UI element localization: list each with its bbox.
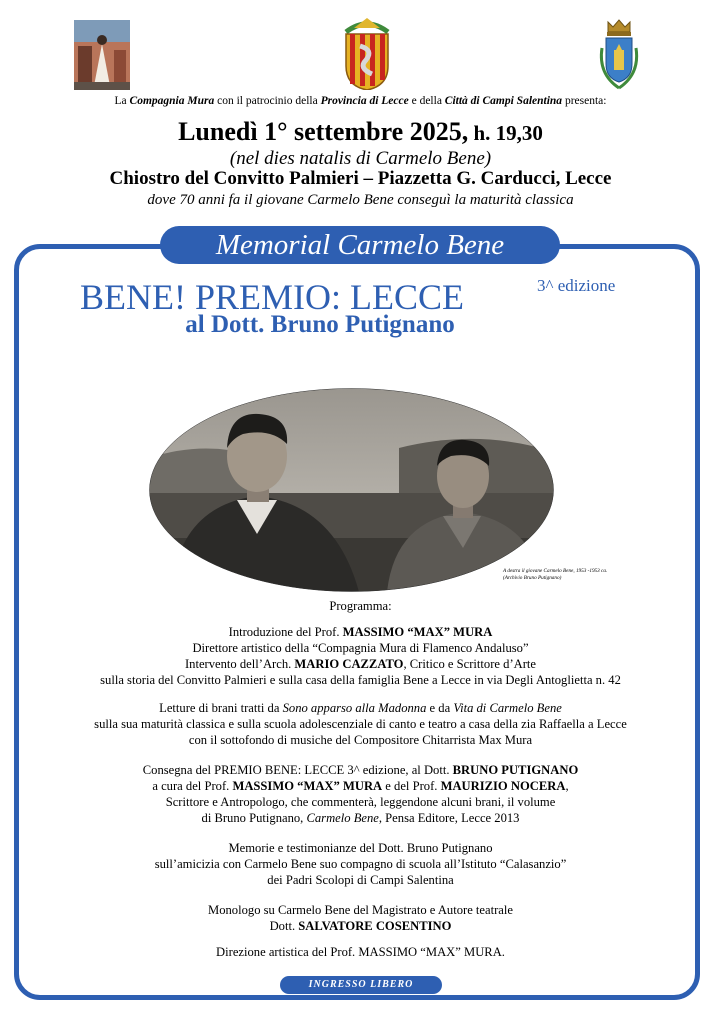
program-heading: Programma: (329, 599, 392, 613)
program-block-readings: Letture di brani tratti da Sono apparso alla Madonna e da Vita di Carmelo Bene sulla sua maturità classica e sulla scuola adolescenziale di canto e teatro a casa della zia Raffaella a Lecce con il sottofondo di musiche del Compositore Chitarrista Max Mura (94, 701, 627, 747)
program-block-award: Consegna del PREMIO BENE: LECCE 3^ edizione, al Dott. BRUNO PUTIGNANO a cura del Prof. MASSIMO “MAX” MURA e del Prof. MAURIZIO NOCERA, Scrittore e Antropologo, che commenterà, leggendone alcuni brani, il volume di Bruno Putignano, Carmelo Bene, Pensa Editore, Lecce 2013 (142, 763, 579, 825)
venue-note: dove 70 anni fa il giovane Carmelo Bene conseguì la maturità classica (147, 192, 574, 208)
prize-recipient: al Dott. Bruno Putignano (185, 311, 455, 338)
free-entry-badge: INGRESSO LIBERO (280, 976, 442, 994)
photo-caption: A destra il giovane Carmelo Bene, 1953 -1953 ca. (Archivio Bruno Putignano) (503, 568, 608, 581)
venue: Chiostro del Convitto Palmieri – Piazzetta G. Carducci, Lecce (109, 168, 612, 189)
artistic-direction: Direzione artistica del Prof. MASSIMO “MAX” MURA. (216, 945, 505, 959)
event-date: Lunedì 1° settembre 2025, h. 19,30 (178, 117, 543, 146)
campi-salentina-coat-of-arms (594, 18, 644, 94)
prize-title: BENE! PREMIO: LECCE (80, 277, 464, 317)
memorial-title: Memorial Carmelo Bene (160, 226, 560, 264)
compagnia-mura-logo (74, 20, 130, 90)
intro-line: La Compagnia Mura con il patrocinio della Provincia di Lecce e della Città di Campi Salentina presenta: (114, 95, 607, 107)
provincia-lecce-coat-of-arms (340, 16, 394, 90)
prize-edition: 3^ edizione (537, 276, 616, 295)
program-block-intro: Introduzione del Prof. MASSIMO “MAX” MURA Direttore artistico della “Compagnia Mura di Flamenco Andaluso” Intervento dell’Arch. MARIO CAZZATO, Critico e Scrittore d’Arte sulla storia del Convitto Palmieri e sulla casa della famiglia Bene a Lecce in via Degli Antoglietta n. 42 (100, 625, 621, 687)
program-block-monologue: Monologo su Carmelo Bene del Magistrato e Autore teatrale Dott. SALVATORE COSENTINO (208, 903, 513, 933)
vintage-photo (149, 388, 554, 592)
program-block-memories: Memorie e testimonianze del Dott. Bruno Putignano sull’amicizia con Carmelo Bene suo compagno di scuola all’Istituto “Calasanzio” dei Padri Scolopi di Campi Salentina (154, 841, 567, 887)
dies-natalis: (nel dies natalis di Carmelo Bene) (229, 148, 492, 169)
